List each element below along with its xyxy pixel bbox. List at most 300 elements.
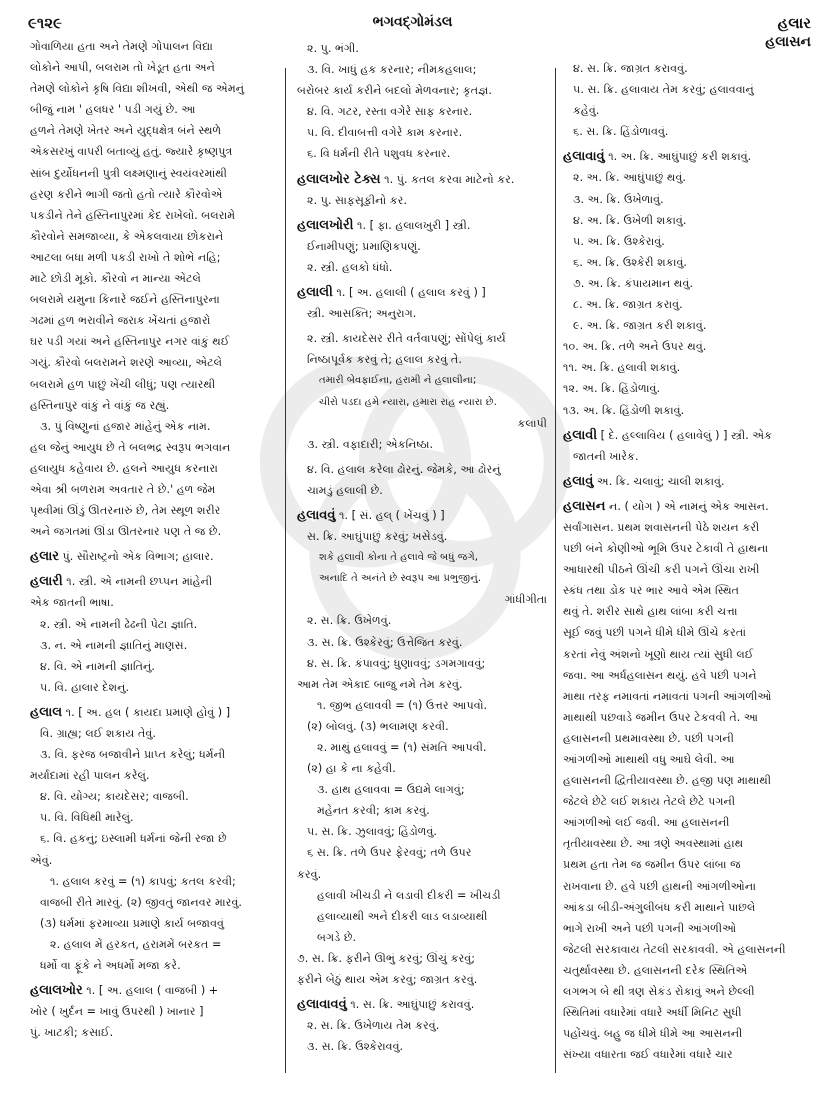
line-text: શકે હલાવી કોના તે હલાવે જે બધું જગે, <box>319 552 479 564</box>
text-line <box>297 480 547 501</box>
line-text: ૩. ન. એ નામની જ્ઞાતિનું માણસ. <box>40 638 188 652</box>
line-text: ૨. હલાલ મેં હરકત, હરામમેં બરકત = <box>50 937 222 951</box>
text-line <box>563 559 811 580</box>
text-line <box>563 79 811 100</box>
line-text: (૨) બોલવું. (૩) ભલામણ કરવી. <box>307 719 449 733</box>
line-text: ૨. પુ. સાફસૂફીનો કર. <box>307 193 408 207</box>
line-text: ૪. વિ. યોગ્ય; કાયદેસર; વાજબી. <box>40 790 189 804</box>
text-line <box>30 57 278 78</box>
text-line <box>563 1002 811 1023</box>
headword: હલાલી <box>297 285 333 301</box>
dictionary-entry-headword-line <box>563 471 811 492</box>
text-line <box>563 231 811 252</box>
text-line <box>297 737 547 758</box>
text-line <box>563 315 811 336</box>
line-text: બલરામે હળ પાછું ખેંચી લીધું; પણ ત્યારથી <box>30 377 216 391</box>
line-text: ચીરો પડદા હમે ન્યારા, હમારા રાહ ન્યારા છે. <box>319 396 497 408</box>
line-text: માથા તરફ નમાવતાં નમાવતાં પગની આંગળીઓ <box>563 689 772 703</box>
text-line <box>297 969 547 990</box>
line-text: ૧૦. અ. ક્રિ. તળે અને ઉપર થવું. <box>563 340 707 354</box>
text-line <box>563 876 811 897</box>
line-text: આંગળીઓ લઈ જવી. આ હલાસનની <box>563 816 730 830</box>
text-line <box>563 517 811 538</box>
text-line <box>297 257 547 278</box>
guide-word-last: હલાસન <box>765 34 811 50</box>
text-line <box>30 99 278 120</box>
text-line <box>30 1022 278 1043</box>
line-text: પકડીને તેને હસ્તિનાપુરમાં કેદ રાખેલો. બલરામે <box>30 208 236 222</box>
line-text: જાતની ખારેક. <box>573 449 639 463</box>
text-line <box>297 526 547 547</box>
line-text: લગભગ બે થી ત્રણ સેકંડ રોકાવું અને છેલ્લી <box>563 985 755 999</box>
text-line <box>563 833 811 854</box>
text-line <box>30 331 278 352</box>
text-line <box>30 310 278 331</box>
line-text: ૫. વિ. વિધિથી મારેલું. <box>40 811 134 825</box>
line-text: માટે છોડી મૂકો. કૌરવો ન માન્યા એટલે <box>30 272 202 286</box>
line-text: હલાવ્યાથી અને દીકરી લાડ લડાવ્યાથી <box>317 909 488 923</box>
dictionary-entry-headword-line <box>563 146 811 167</box>
line-text: અ. ક્રિ. ચલાવું; ચાલી શકાવું. <box>593 474 725 488</box>
dictionary-entry-headword-line <box>297 994 547 1015</box>
line-text: નિષ્ઠાપૂર્વક કરવું તે; હલાલ કરવું તે. <box>307 353 462 367</box>
line-text: જવા. આ અર્ધહલાસન થયું. હવે પછી પગને <box>563 668 757 682</box>
line-text: ૧. [ ફા. હલાલખુરી ] સ્ત્રી. <box>353 218 471 232</box>
line-text: ૧. [ અ. હલાલી ( હલાલ કરવું ) ] <box>332 286 486 300</box>
line-text: ૩. વિ. ખાધું હક કરનાર; નીમકહલાલ; <box>307 63 477 77</box>
line-text: ૨. સ્ત્રી. એ નામની ઢેઢની પેટા જ્ઞાતિ. <box>40 617 198 631</box>
text-line <box>30 78 278 99</box>
line-text: ૨. સ્ત્રી. હલકો ધંધો. <box>307 260 393 274</box>
text-line <box>563 121 811 142</box>
line-text: એકસરખું વાપરી બતાવ્યું હતું. જ્યારે કૃષ્ણપુત્ર <box>30 145 233 159</box>
text-line <box>30 913 278 934</box>
text-line <box>30 395 278 416</box>
line-text: પું. સૌરાષ્ટ્રનો એક વિભાગ; હાલાર. <box>58 550 214 564</box>
text-line <box>30 268 278 289</box>
line-text: ૨. અ. ક્રિ. આઘુંપાછું થવું. <box>573 171 686 185</box>
line-text: મહેનત કરવી; કામ કરવું. <box>317 804 430 818</box>
line-text: [ દે. હલ્લાવિય ( હલાવેલું ) ] સ્ત્રી. એક <box>597 428 773 442</box>
line-text: ૭. અ. ક્રિ. કંપાયમાન થવું. <box>573 276 694 290</box>
line-text: રાખવાના છે. હવે પછી હાથની આંગળીઓના <box>563 879 756 893</box>
text-line <box>297 674 547 695</box>
line-text: ૧. હલાલ કરવું = (૧) કાપવું; કતલ કરવી; <box>50 874 236 888</box>
text-line <box>30 141 278 162</box>
line-text: ૫. અ. ક્રિ. ઉશ્કેરાવું. <box>573 234 665 248</box>
line-text: કરવું. <box>297 867 322 881</box>
text-line <box>30 934 278 955</box>
dictionary-entry-headword-line <box>30 546 278 567</box>
line-text: ઘર પડી ગયાં અને હસ્તિનાપુર નગર વાંકું થઈ <box>30 335 230 349</box>
text-line <box>30 744 278 765</box>
text-line <box>563 167 811 188</box>
line-text: ૧. અ. ક્રિ. આઘુંપાછું કરી શકાવું. <box>604 150 752 164</box>
text-line <box>563 960 811 981</box>
text-line <box>563 336 811 357</box>
line-text: હસ્તિનાપુર વાંકું ને વાંકું જ રહ્યું. <box>30 398 170 412</box>
line-text: ૪. સ. ક્રિ. કંપાવવું; ધુણાવવું; ડગમગાવવું; <box>307 656 486 670</box>
text-line <box>30 205 278 226</box>
line-text: તૃતીયાવસ્થા છે. આ ત્રણે અવસ્થામાં હાથ <box>563 837 744 851</box>
text-line <box>563 707 811 728</box>
line-text: ૫. સ. ક્રિ. હલાવાય તેમ કરવું; હલાવવાનું <box>573 83 754 97</box>
line-text: ૪. અ. ક્રિ. ઉખેળી શકાવું. <box>573 213 687 227</box>
dictionary-entry-headword-line <box>30 980 278 1001</box>
line-text: સંખ્યા વધારતા જઈ વધારેમાં વધારે ચાર <box>563 1048 733 1062</box>
text-line <box>563 791 811 812</box>
line-text: ૬. વિ. હકનું; ઇસ્લામી ધર્મનાં જેની રજા છે <box>40 832 227 846</box>
text-line <box>30 521 278 542</box>
text-line <box>297 610 547 631</box>
line-text: હરણ કરીને ભાગી જતો હતો ત્યારે કૌરવોએ <box>30 187 223 201</box>
text-line <box>30 614 278 635</box>
text-line <box>563 1044 811 1065</box>
text-line <box>563 897 811 918</box>
line-text: ૧. સ્ત્રી. એ નામની છપ્પન માંહેની <box>62 575 213 589</box>
text-line <box>563 210 811 231</box>
page-number: ૯૧૨૯ <box>28 14 62 32</box>
text-line <box>297 800 547 821</box>
text-line <box>563 58 811 79</box>
guide-word-first: હલાર <box>777 14 811 32</box>
line-text: ગાંધીગીતા <box>504 593 547 607</box>
headword: હલાવું <box>563 473 594 489</box>
line-text: ૧. જીભ હલાવવી = (૧) ઉત્તર આપવો. <box>317 698 488 712</box>
line-text: હલાસનની પ્રથમાવસ્થા છે. પછી પગની <box>563 731 734 745</box>
line-text: ૩. સ. ક્રિ. ઉશ્કેરાવવું. <box>307 1040 404 1054</box>
text-line <box>563 100 811 121</box>
text-line <box>297 190 547 211</box>
headword: હલાવાવવું <box>297 997 347 1013</box>
text-line <box>30 786 278 807</box>
line-text: થવું તે. શરીર સાથે હાથ લાંબા કરી ચત્તા <box>563 605 738 619</box>
line-text: ૧૧. અ. ક્રિ. હલાવી શકાવું. <box>563 361 681 375</box>
line-text: પું. ખાટકી; કસાઈ. <box>30 1026 114 1040</box>
line-text: ૬. વિ ધર્મની રીતે પશુવધ કરનાર. <box>307 147 451 161</box>
line-text: ૯. અ. ક્રિ. જાગ્રત કરી શકાવું. <box>573 319 707 333</box>
text-line <box>297 547 547 568</box>
line-text: ૩. સ. ક્રિ. ઉશ્કેરવું; ઉત્તેજિત કરવું. <box>307 635 463 649</box>
line-text: બલરામે યમુના કિનારે જઈને હસ્તિનાપુરના <box>30 293 220 307</box>
text-line <box>297 589 547 610</box>
text-line <box>563 770 811 791</box>
text-line <box>297 885 547 906</box>
text-line <box>563 294 811 315</box>
dictionary-entry-headword-line <box>30 571 278 592</box>
column-divider <box>285 68 286 1073</box>
text-line <box>30 289 278 310</box>
line-text: ૬. સ. ક્રિ. હિંડોળાવવું. <box>573 125 669 139</box>
line-text: ૩. વિ. ફરજ બજાવીને પ્રાપ્ત કરેલું; ધર્મની <box>40 748 226 762</box>
line-text: હળને તેમણે ખેતર અને યુદ્ધક્ષેત્ર બંને સ્થળે <box>30 124 222 138</box>
text-line <box>297 349 547 370</box>
line-text: કહેવું. <box>573 104 600 118</box>
text-line <box>297 927 547 948</box>
line-text: આંગળીઓ માથાથી વધુ આઘે લેવી. આ <box>563 753 735 766</box>
line-text: ચામડું હલાલી છે. <box>307 483 383 497</box>
text-line <box>30 458 278 479</box>
line-text: હલાયુધ કહેવાય છે. હલને આયુધ કરનારા <box>30 461 218 475</box>
line-text: એવા શ્રી બળરામ અવતાર તે છે.' હળ જેમ <box>30 482 216 496</box>
text-line <box>297 906 547 927</box>
text-line <box>30 592 278 613</box>
line-text: સ્કંધ તથા ડોક પર ભાર આવે એમ સ્થિત <box>563 584 740 598</box>
text-line <box>297 716 547 737</box>
line-text: ૨. માથું હલાવવું = (૧) સંમતિ આપવી. <box>317 741 487 754</box>
line-text: ચતુર્થાવસ્થા છે. હલાસનની દરેક સ્થિતિએ <box>563 963 748 977</box>
line-text: ઈનામીપણું; પ્રમાણિકપણું. <box>307 239 421 253</box>
line-text: વિ. ગ્રાહ્ય; લઈ શકાય તેવું. <box>40 727 156 740</box>
dictionary-entry-headword-line <box>297 215 547 236</box>
text-line <box>30 120 278 141</box>
line-text: વાજબી રીતે મારવું. (૨) જીવતું જાનવર મારવું. <box>40 895 242 909</box>
dictionary-entry-headword-line <box>297 505 547 526</box>
text-line <box>297 632 547 653</box>
text-line <box>297 842 547 863</box>
line-text: સૂઈ જવું પછી પગને ધીમે ધીમે ઊંચે કરતાં <box>563 626 746 640</box>
line-text: ૬. અ. ક્રિ. ઉશ્કેરી શકાવું. <box>573 255 687 269</box>
line-text: ૪. વિ. ગટર, રસ્તા વગેરે સાફ કરનાર. <box>307 105 473 119</box>
text-line <box>563 644 811 665</box>
headword: હલાવાવું <box>563 149 605 165</box>
line-text: ૧. [ અ. હલાલ ( વાજબી ) + <box>82 984 219 998</box>
text-line <box>563 622 811 643</box>
line-text: ૧૨. અ. ક્રિ. હિંડોળાવું. <box>563 382 661 396</box>
text-line <box>297 695 547 716</box>
line-text: કૌરવોને સમજાવ્યા, કે એકલવાયા છોકરાને <box>30 229 224 243</box>
text-line <box>30 723 278 744</box>
line-text: ૧. સ. ક્રિ. આઘુંપાછું કરાવવું. <box>346 998 475 1012</box>
line-text: ૮. અ. ક્રિ. જાગ્રત કરાવું. <box>573 298 683 312</box>
line-text: ધર્મો વા ફૂંકે ને અધર્મો મજા કરે. <box>40 959 181 973</box>
text-line <box>297 236 547 257</box>
text-line <box>563 665 811 686</box>
line-text: મર્યાદામાં રહી પાલન કરેલું. <box>30 769 150 783</box>
text-line <box>297 80 547 101</box>
text-line <box>297 948 547 969</box>
text-line <box>30 635 278 656</box>
line-text: ૫. વિ. દીવાબત્તી વગેરે કામ કરનાર. <box>307 126 463 140</box>
headword: હલાસન <box>563 498 606 514</box>
line-text: ૨. પુ. ભંગી. <box>307 42 359 55</box>
headword: હલાર <box>30 549 59 565</box>
line-text: હલ જેનું આયુધ છે તે બલભદ્ર સ્વરૂપ ભગવાન <box>30 440 231 454</box>
text-line <box>563 538 811 559</box>
text-line <box>30 892 278 913</box>
text-line <box>297 101 547 122</box>
text-line <box>297 758 547 779</box>
line-text: ૩. અ. ક્રિ. ઉખેળાવું. <box>573 192 664 206</box>
text-line <box>30 163 278 184</box>
text-line <box>30 416 278 437</box>
text-line <box>563 189 811 210</box>
line-text: માથાથી પછવાડે જમીન ઉપર ટેકવવી તે. આ <box>563 710 759 724</box>
dictionary-entry-headword-line <box>563 425 811 446</box>
text-line <box>563 252 811 273</box>
running-title: ભગવદ્ગોમંડલ <box>372 14 453 30</box>
line-text: ૨. સ. ક્રિ. ઉખેળાય તેમ કરવું. <box>307 1019 440 1033</box>
text-line <box>30 226 278 247</box>
dictionary-entry-headword-line <box>297 169 547 190</box>
line-text: અને જગતમાં ઊંડા ઊતરનાર પણ તે જ છે. <box>30 525 222 539</box>
line-text: સ્ત્રી. આસક્તિ; અનુરાગ. <box>307 307 417 321</box>
line-text: બરોબર કાર્ય કરીને બદલો મેળવનાર; કૃતજ્ઞ. <box>297 84 492 98</box>
headword: હલારી <box>30 574 63 590</box>
line-text: ગયું. કૌરવો બલરામને શરણે આવ્યા, એટલે <box>30 356 223 370</box>
text-line <box>563 939 811 960</box>
dictionary-entry-headword-line <box>563 496 811 517</box>
line-text: કલાપી <box>517 416 547 430</box>
line-text: ૬ સ. ક્રિ. તળે ઉપર ફેરવવું; તળે ઉપર <box>307 846 472 860</box>
text-line <box>563 357 811 378</box>
headword: હલાલખોરી <box>297 217 354 233</box>
line-text: સ્થિતિમાં વધારેમાં વધારે અર્ધી મિનિટ સુધી <box>563 1006 742 1020</box>
text-line <box>563 273 811 294</box>
text-line <box>297 328 547 349</box>
text-line <box>297 434 547 455</box>
text-line <box>297 303 547 324</box>
text-line <box>297 59 547 80</box>
line-text: ૪. સ. ક્રિ. જાગ્રત કરાવવું. <box>573 62 688 75</box>
line-text: ૫. વિ. હાલાર દેશનું. <box>40 680 130 694</box>
text-line <box>30 437 278 458</box>
column-middle <box>297 38 547 1057</box>
line-text: ૪. વિ. હલાલ કરેલા ઢોરનું. જેમકે, આ ઢોરનું <box>307 462 501 476</box>
line-text: ભાગે રાખી અને પછી પગની આંગળીઓ <box>563 921 737 935</box>
line-text: બીજું નામ ' હલધર ' પડી ગયું છે. આ <box>30 103 196 117</box>
column-right <box>563 58 811 1065</box>
line-text: ૨. સ્ત્રી. કાયદેસર રીતે વર્તવાપણું; સોંપેલું કાર્ય <box>307 332 506 346</box>
text-line <box>30 247 278 268</box>
line-text: જેટલી સરકાવાય તેટલી સરકાવવી. એ હલાસનની <box>563 942 786 956</box>
text-line <box>297 653 547 674</box>
line-text: ફરીને બેઠું થાય એમ કરવું; જાગ્રત કરવું. <box>297 973 478 987</box>
headword: હલાલખોર ટેક્સ <box>297 171 381 187</box>
text-line <box>30 677 278 698</box>
text-line <box>563 580 811 601</box>
line-text: સર્વાંગાસન. પ્રથમ શવાસનની પેઠે શયન કરી <box>563 520 760 534</box>
text-line <box>297 1015 547 1036</box>
line-text: ૭. સ. ક્રિ. ફરીને ઊભું કરવું; ઊંચું કરવું; <box>297 951 476 965</box>
column-left <box>30 36 278 1043</box>
line-text: આધારથી પીઠને ઊંચી કરી પગને ઊંચા રાખી <box>563 563 760 577</box>
line-text: એવું. <box>30 853 53 867</box>
text-line <box>563 400 811 421</box>
headword: હલાવી <box>563 427 598 443</box>
line-text: તમારી બેવફાઈના, હરામી ને હલાલીના; <box>319 375 477 387</box>
text-line <box>563 918 811 939</box>
text-line <box>297 864 547 885</box>
line-text: અનાદિ તે અનંતે છે સ્વરૂપ આ પ્રભુજીનું. <box>319 573 482 585</box>
text-line <box>30 807 278 828</box>
line-text: (૨) હા કે ના કહેવી. <box>307 762 396 776</box>
text-line <box>297 459 547 480</box>
headword: હલાલ <box>30 704 63 720</box>
line-text: ૧. પું. કતલ કરવા માટેનો કર. <box>380 172 515 186</box>
line-text: આટલા બધા મળી પકડી રાખો તે શોભે નહિ; <box>30 250 221 264</box>
text-line <box>297 568 547 589</box>
text-line <box>30 765 278 786</box>
line-text: બગડે છે. <box>317 930 357 944</box>
text-line <box>297 821 547 842</box>
line-text: ગોવાળિયા હતા અને તેમણે ગોપાલન વિદ્યા <box>30 40 213 53</box>
line-text: ખોર ( ખુર્દન = ખાવું ઉપરથી ) ખાનાર ] <box>30 1005 204 1019</box>
text-line <box>297 370 547 391</box>
line-text: ૧૩. અ. ક્રિ. હિંડોળી શકાવું. <box>563 403 685 417</box>
text-line <box>30 828 278 849</box>
line-text: સ. ક્રિ. આઘુંપાછું કરવું; ખસેડવું. <box>307 530 448 544</box>
text-line <box>30 955 278 976</box>
text-line <box>30 1001 278 1022</box>
text-line <box>297 392 547 413</box>
line-text: ૨. સ. ક્રિ. ઉખેળવું. <box>307 614 392 628</box>
text-line <box>30 479 278 500</box>
line-text: ૩. હાથ હલાવવા = ઉદ્યમે લાગવું; <box>317 783 465 797</box>
line-text: જેટલે છેટે લઈ શકાય તેટલે છેટે પગની <box>563 795 736 809</box>
line-text: તેમણે લોકોને કૃષિ વિદ્યા શીખવી, એથી જ એમનું <box>30 82 245 96</box>
line-text: હલાસનની દ્વિતીયાવસ્થા છે. હજી પણ માથાથી <box>563 774 772 788</box>
line-text: પૃથ્વીમાં ઊંડું ઊતરનારું છે, તેમ સ્થૂળ શરીર <box>30 504 221 518</box>
line-text: ન. ( યોગ ) એ નામનું એક આસન. <box>605 499 769 513</box>
text-line <box>297 413 547 434</box>
line-text: એક જાતની ભાષા. <box>30 596 114 610</box>
dictionary-entry-headword-line <box>30 702 278 723</box>
line-text: ૧. [ અ. હલ ( કાયદા પ્રમાણે હોવું ) ] <box>62 705 231 719</box>
text-line <box>563 446 811 467</box>
line-text: ૫. સ. ક્રિ. ઝુલાવવું; હિંડોળવું. <box>307 825 437 839</box>
text-line <box>563 601 811 622</box>
text-line <box>563 981 811 1002</box>
headword: હલાવવું <box>297 507 336 523</box>
text-line <box>30 500 278 521</box>
text-line <box>297 143 547 164</box>
text-line <box>563 812 811 833</box>
line-text: ૧. [ સં. હલ્ ( ખેંચવું ) ] <box>335 508 445 522</box>
text-line <box>297 122 547 143</box>
line-text: આમ તેમ એકાદ બાજુ નમે તેમ કરવું. <box>297 677 463 691</box>
text-line <box>563 378 811 399</box>
text-line <box>563 749 811 770</box>
line-text: (૩) ધર્મમાં ફરમાવ્યા પ્રમાણે કાર્ય બજાવવું <box>40 916 225 930</box>
text-line <box>563 686 811 707</box>
text-line <box>30 850 278 871</box>
text-line <box>30 656 278 677</box>
line-text: કરતાં નેવું અંશનો ખૂણો થાય ત્યાં સુધી લઈ <box>563 647 754 661</box>
text-line <box>30 871 278 892</box>
dictionary-entry-headword-line <box>297 282 547 303</box>
line-text: હલાવી ખીચડી ને લડાવી દીકરી = ખીચડી <box>317 888 501 902</box>
text-line <box>297 779 547 800</box>
column-divider <box>555 68 556 1073</box>
line-text: ૩. સ્ત્રી. વફાદારી; એકનિષ્ઠા. <box>307 437 434 451</box>
text-line <box>563 728 811 749</box>
line-text: પછી બંને કોણીઓ ભૂમિ ઉપર ટેકાવી તે હાથના <box>563 542 769 556</box>
text-line <box>563 1023 811 1044</box>
line-text: પ્રથમ હતા તેમ જ જમીન ઉપર લાંબા જ <box>563 858 741 872</box>
line-text: ગઢમાં હળ ભરાવીને જરાક ખેંચતાં હજારો <box>30 314 211 328</box>
headword: હલાલખોર <box>30 983 83 999</box>
text-line <box>30 374 278 395</box>
line-text: ૩. પું વિષ્ણુનાં હજાર માંહેનું એક નામ. <box>40 419 211 433</box>
text-line <box>30 352 278 373</box>
text-line <box>563 854 811 875</box>
text-line <box>30 36 278 57</box>
text-line <box>30 184 278 205</box>
line-text: ૪. વિ. એ નામની જ્ઞાતિનું. <box>40 659 155 673</box>
line-text: સાંબ દુર્યોધનની પુત્રી લક્ષ્મણાનું સ્વયંવરમાંથી <box>30 166 227 180</box>
text-line <box>297 38 547 59</box>
